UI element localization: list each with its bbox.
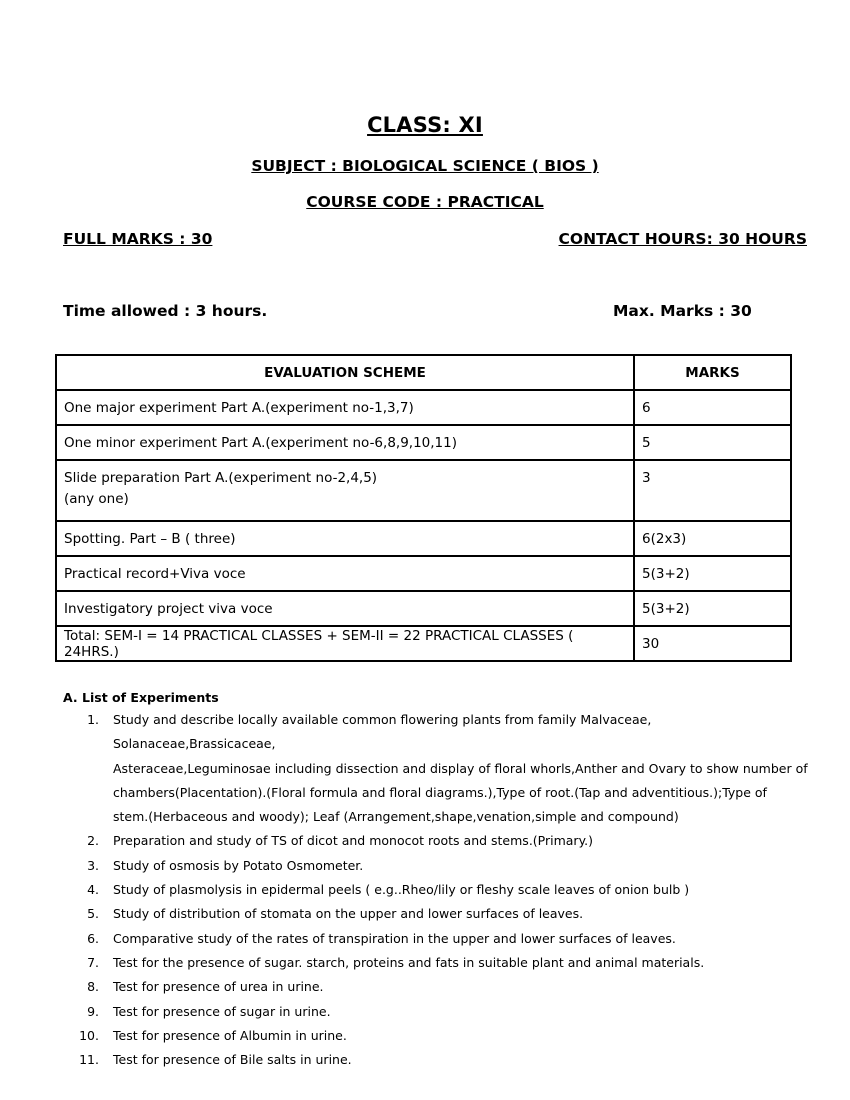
list-item-text: Test for the presence of sugar. starch, proteins and fats in suitable plant and animal materials. xyxy=(113,954,705,970)
marks-cell: 6 xyxy=(634,390,791,425)
list-item-number: 1. xyxy=(87,712,99,727)
total-scheme-cell: Total: SEM-I = 14 PRACTICAL CLASSES + SEM-II = 22 PRACTICAL CLASSES ( 24HRS.) xyxy=(56,626,634,661)
max-marks-label: Max. Marks : 30 xyxy=(613,302,752,320)
table-row xyxy=(56,425,791,460)
list-item-number: 3. xyxy=(87,857,99,873)
scheme-cell xyxy=(56,460,634,521)
list-item-text: Study of distribution of stomata on the upper and lower surfaces of leaves. xyxy=(113,906,584,922)
list-item-number: 4. xyxy=(87,882,99,898)
list-item-text: Study of plasmolysis in epidermal peels ( e.g..Rheo/lily or fleshy scale leaves of onion bulb ) xyxy=(113,882,690,898)
course-code-heading: COURSE CODE : PRACTICAL xyxy=(306,193,544,211)
contact-hours-label: CONTACT HOURS: 30 HOURS xyxy=(558,230,807,248)
marks-cell: 5 xyxy=(634,425,791,460)
experiments-heading: A. List of Experiments xyxy=(63,690,219,705)
scheme-cell-line: Slide preparation Part A.(experiment no-2,4,5) xyxy=(64,470,378,486)
experiments-list xyxy=(63,708,813,1072)
list-item xyxy=(63,829,813,853)
scheme-cell: Investigatory project viva voce xyxy=(56,591,634,626)
scheme-cell: Practical record+Viva voce xyxy=(56,556,634,591)
list-item xyxy=(63,708,813,829)
table-row xyxy=(56,556,791,591)
list-item-text: stem.(Herbaceous and woody); Leaf (Arrangement,shape,venation,simple and compound) xyxy=(113,809,679,825)
list-item xyxy=(63,951,813,975)
marks-cell: 6(2x3) xyxy=(634,521,791,556)
list-item xyxy=(63,878,813,902)
list-item xyxy=(63,975,813,999)
table-row xyxy=(56,460,791,521)
table-row xyxy=(56,390,791,425)
total-marks-cell: 30 xyxy=(634,626,791,661)
table-row xyxy=(56,591,791,626)
scheme-cell-line: (any one) xyxy=(64,491,129,507)
list-item-text: Test for presence of Albumin in urine. xyxy=(113,1027,347,1043)
list-item-text: Asteraceae,Leguminosae including dissection and display of floral whorls,Anther and Ovary to show number of xyxy=(113,760,808,776)
list-item-number: 5. xyxy=(87,906,99,922)
list-item-text: Comparative study of the rates of transpiration in the upper and lower surfaces of leaves. xyxy=(113,930,676,946)
list-item xyxy=(63,854,813,878)
list-item-number: 6. xyxy=(87,930,99,946)
list-item-text: chambers(Placentation).(Floral formula and floral diagrams.),Type of root.(Tap and adventitious.);Type of xyxy=(113,784,767,800)
marks-cell: 3 xyxy=(634,460,791,521)
marks-cell: 5(3+2) xyxy=(634,591,791,626)
scheme-cell: Spotting. Part – B ( three) xyxy=(56,521,634,556)
table-row xyxy=(56,521,791,556)
scheme-cell: One minor experiment Part A.(experiment no-6,8,9,10,11) xyxy=(56,425,634,460)
full-marks-label: FULL MARKS : 30 xyxy=(63,230,213,248)
list-item-text: Study and describe locally available common flowering plants from family Malvaceae, Solanaceae,Brassicaceae, xyxy=(113,712,652,752)
list-item xyxy=(63,1000,813,1024)
list-item-number: 7. xyxy=(87,954,99,970)
time-allowed-label: Time allowed : 3 hours. xyxy=(63,302,268,320)
list-item-number: 10. xyxy=(79,1027,99,1043)
column-header-marks: MARKS xyxy=(634,355,791,390)
list-item xyxy=(63,927,813,951)
list-item-number: 11. xyxy=(79,1052,99,1068)
subject-heading: SUBJECT : BIOLOGICAL SCIENCE ( BIOS ) xyxy=(251,157,599,175)
list-item-text: Study of osmosis by Potato Osmometer. xyxy=(113,857,364,873)
list-item xyxy=(63,1024,813,1048)
scheme-cell: One major experiment Part A.(experiment no-1,3,7) xyxy=(56,390,634,425)
list-item-text: Preparation and study of TS of dicot and monocot roots and stems.(Primary.) xyxy=(113,833,594,849)
class-title: CLASS: XI xyxy=(367,113,483,137)
table-row xyxy=(56,626,791,661)
list-item xyxy=(63,902,813,926)
list-item-text: Test for presence of Bile salts in urine. xyxy=(113,1052,352,1068)
list-item-number: 8. xyxy=(87,979,99,995)
marks-cell: 5(3+2) xyxy=(634,556,791,591)
list-item-number: 9. xyxy=(87,1003,99,1019)
column-header-evaluation-scheme: EVALUATION SCHEME xyxy=(56,355,634,390)
evaluation-scheme-table xyxy=(55,354,792,662)
list-item xyxy=(63,1048,813,1072)
list-item-number: 2. xyxy=(87,833,99,849)
list-item-text: Test for presence of urea in urine. xyxy=(113,979,324,995)
experiments-section xyxy=(63,690,813,1072)
table-header-row xyxy=(56,355,791,390)
list-item-text: Test for presence of sugar in urine. xyxy=(113,1003,331,1019)
